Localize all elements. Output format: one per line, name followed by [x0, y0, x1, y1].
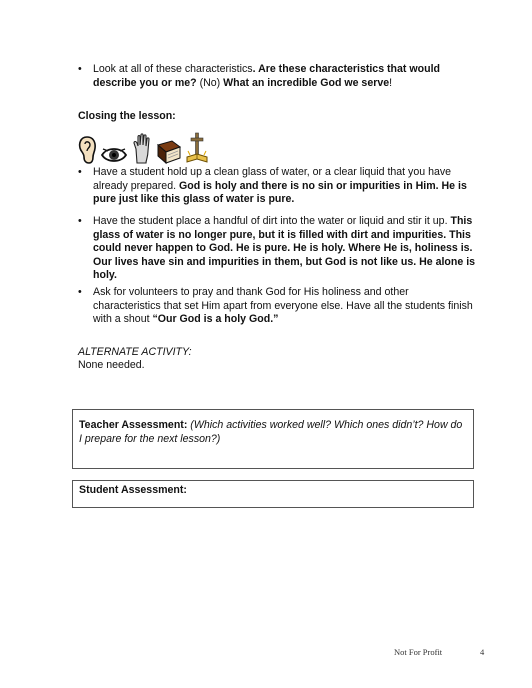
closing-heading: Closing the lesson: [78, 110, 176, 122]
student-assessment-label: Student Assessment: [79, 484, 187, 496]
bold-text-run: God is holy and there is no sin or impurities in Him. He is pure just like this glass of water is pure. [93, 179, 467, 206]
text-run: Ask for volunteers to pray and thank God for His holiness and other characteristics that set Him apart from everyone else. Have all the students finish with a shout [93, 286, 473, 326]
bullet-marker: • [78, 166, 82, 178]
bullet-marker: • [78, 286, 82, 298]
bold-text-run: This glass of water is no longer pure, but it is filled with dirt and impurities. This could never happen to God. He is pure. He is holy. Where He is, holiness is. Our lives have sin and impurities in them, but God is not like us. He alone is holy. [93, 215, 476, 282]
text-run: Look at all of these characteristics [93, 63, 253, 75]
text-run: (No) [196, 76, 224, 89]
text-run: ! [389, 76, 393, 89]
alternate-heading: ALTERNATE ACTIVITY: [78, 346, 192, 358]
eye-icon [100, 145, 128, 165]
closing-bullet-glass [93, 166, 477, 207]
bold-text-run: “Our God is a holy God.” [152, 313, 279, 326]
ear-icon [77, 135, 97, 165]
bullet-marker: • [78, 63, 82, 75]
footer-page-number: 4 [480, 647, 485, 657]
book-icon [156, 139, 182, 165]
bold-text-run: What an incredible God we serve [223, 76, 390, 89]
bullet-marker: • [78, 215, 82, 227]
bible-cross-icon [185, 131, 209, 165]
hand-icon [131, 133, 153, 165]
footer-not-for-profit: Not For Profit [394, 647, 443, 657]
teacher-assessment-prompt: (Which activities worked well? Which ones didn’t? How do I prepare for the next lesson?) [79, 419, 463, 445]
bold-text-run: . Are these characteristics that would describe you or me? [93, 63, 440, 89]
alternate-text: None needed. [78, 359, 145, 371]
closing-bullet-dirt [93, 215, 477, 283]
bullet-text-characteristics [93, 63, 477, 90]
teacher-assessment-label: Teacher Assessment: [79, 419, 188, 431]
closing-bullet-pray [93, 286, 477, 327]
student-assessment-box[interactable] [72, 480, 474, 508]
teacher-assessment-box[interactable] [72, 409, 474, 469]
text-run: Have the student place a handful of dirt into the water or liquid and stir it up. [93, 215, 451, 227]
text-run: Have a student hold up a clean glass of water, or a clear liquid that you have already prepared. [93, 166, 452, 192]
senses-icon-row [77, 131, 209, 165]
